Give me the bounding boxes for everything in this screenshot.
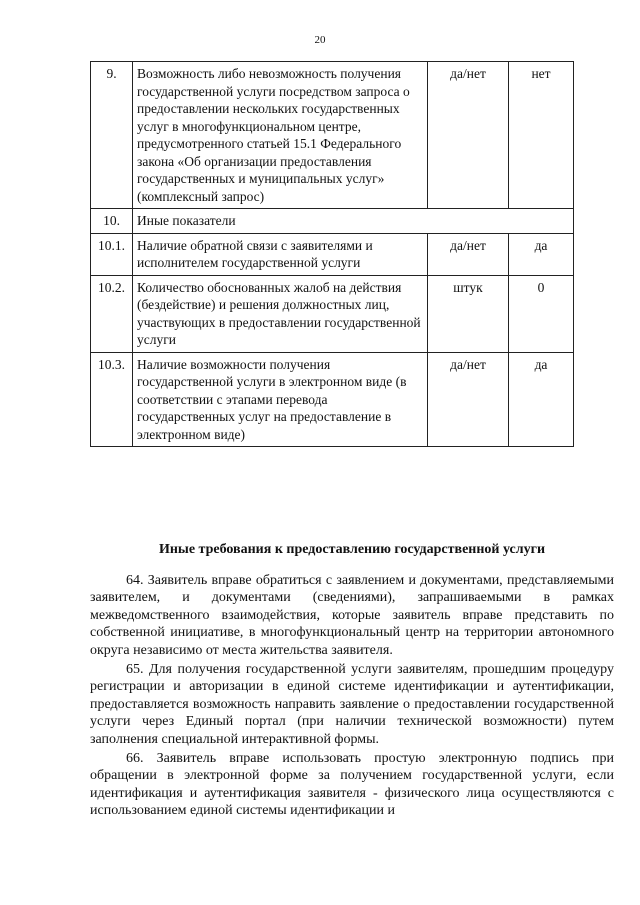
body-text [90,572,614,822]
table-row [91,275,574,352]
paragraph-65: 65. Для получения государственной услуги заявителям, прошедшим процедуру регистрации и авторизации в единой системе идентификации и аутентификации, предоставляется возможность направить заявление о предоставлении государственной услуги через Единый портал (при наличии технической возможности) путем заполнения специальной интерактивной формы. [90,662,614,747]
row-number: 10.3. [91,352,133,447]
row-unit: да/нет [428,352,509,447]
row-value: 0 [509,275,574,352]
row-unit: да/нет [428,233,509,275]
row-unit: штук [428,275,509,352]
row-number: 9. [91,62,133,209]
row-description: Возможность либо невозможность получения государственной услуги посредством запроса о предоставлении нескольких государственных услуг в многофункциональном центре, предусмотренного статьей 15.1 Федерального закона «Об организации предоставления государственных и муниципальных услуг» (комплексный запрос) [133,62,428,209]
indicators-table [90,61,574,447]
row-value: да [509,233,574,275]
table-row [91,62,574,209]
row-value: да [509,352,574,447]
table-row [91,352,574,447]
row-value: нет [509,62,574,209]
row-number: 10.1. [91,233,133,275]
paragraph-64: 64. Заявитель вправе обратиться с заявлением и документами, представляемыми заявителем, и документами (сведениями), запрашиваемыми в рамках межведомственного взаимодействия, которые заявитель вправе представить по собственной инициативе, в многофункциональный центр на территории автономного округа независимо от места жительства заявителя. [90,573,614,658]
paragraph-66: 66. Заявитель вправе использовать простую электронную подпись при обращении в электронной форме за получением государственной услуги, если идентификация и аутентификация заявителя - физического лица осуществляются с использованием единой системы идентификации и [90,751,614,819]
row-unit: да/нет [428,62,509,209]
row-number: 10. [91,209,133,234]
row-description: Наличие обратной связи с заявителями и исполнителем государственной услуги [133,233,428,275]
section-heading: Иные требования к предоставлению государственной услуги [158,542,546,557]
row-description: Иные показатели [133,209,574,234]
page-number: 20 [314,34,326,46]
row-description: Наличие возможности получения государственной услуги в электронном виде (в соответствии с этапами перевода государственных услуг на предоставление в электронном виде) [133,352,428,447]
row-description: Количество обоснованных жалоб на действия (бездействие) и решения должностных лиц, участвующих в предоставлении государственной услуги [133,275,428,352]
row-number: 10.2. [91,275,133,352]
table-row [91,209,574,234]
table-row [91,233,574,275]
